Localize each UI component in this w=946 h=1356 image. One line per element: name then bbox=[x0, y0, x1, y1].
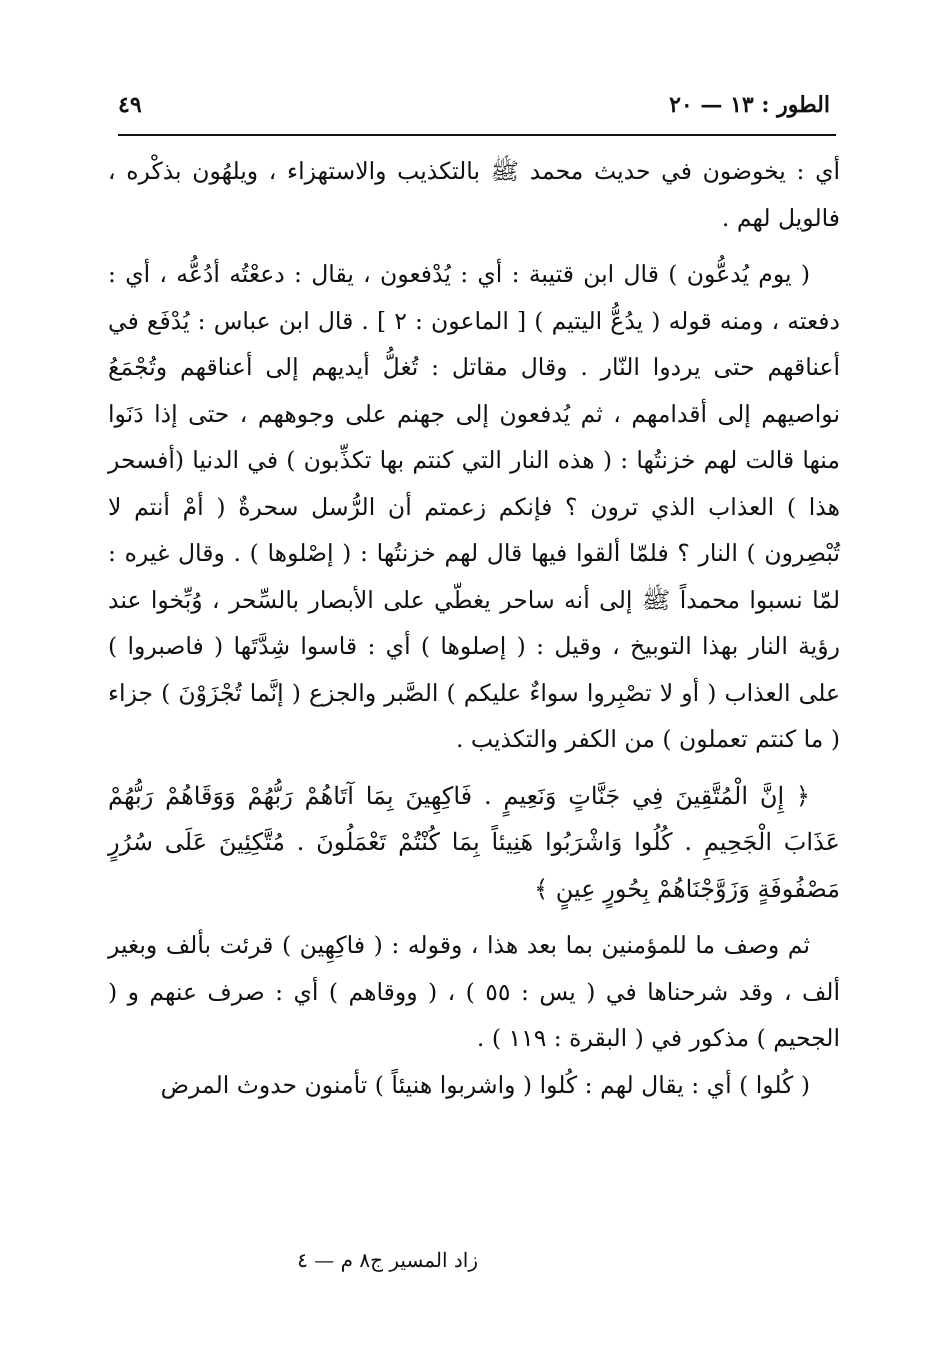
signature-footer: زاد المسير ج٨ م — ٤ bbox=[297, 1248, 478, 1272]
paragraph-1: أي : يخوضون في حديث محمد ﷺ بالتكذيب والاستهزاء ، ويلهُون بذكْره ، فالويل لهم . bbox=[108, 157, 840, 232]
page-body bbox=[108, 148, 840, 1108]
paragraph-2: ( يوم يُدعُّون ) قال ابن قتيبة : أي : يُدْفعون ، يقال : دععْتُه أدُعُّه ، أي : دفعته ، ومنه قوله ( يدُعُّ اليتيم ) [ الماعون : ٢ ] . قال ابن عباس : يُدْفَع في أعناقهم حتى يردوا النّار . وقال مقاتل : تُغلُّ أيديهم إلى أعناقهم وتُجْمَعُ نواصيهم إلى أقدامهم ، ثم يُدفعون إلى جهنم على وجوههم ، حتى إذا دَنَوا منها قالت لهم خزنتُها : ( هذه النار التي كنتم بها تكذِّبون ) في الدنيا (أفسحر هذا ) العذاب الذي ترون ؟ فإنكم زعمتم أن الرُّسل سحرةٌ ( أمْ أنتم لا تُبْصِرون ) النار ؟ فلمّا ألقوا فيها قال لهم خزنتُها : ( إصْلوها ) . وقال غيره : لمّا نسبوا محمداً ﷺ إلى أنه ساحر يغطّي على الأبصار بالسِّحر ، وُبِّخوا عند رؤية النار بهذا التوبيخ ، وقيل : ( إصلوها ) أي : قاسوا شِدَّتَها ( فاصبروا ) على العذاب ( أو لا تصْبِروا سواءٌ عليكم ) الصَّبر والجزع ( إنَّما تُجْزَوْنَ ) جزاء ( ما كنتم تعملون ) من الكفر والتكذيب . bbox=[108, 260, 840, 753]
page-number: ٤٩ bbox=[118, 92, 142, 118]
paragraph-3: ثم وصف ما للمؤمنين بما بعد هذا ، وقوله : ( فاكِهِين ) قرئت بألف وبغير ألف ، وقد شرحناها في ( يس : ٥٥ ) ، ( ووقاهم ) أي : صرف عنهم و ( الجحيم ) مذكور في ( البقرة : ١١٩ ) . bbox=[108, 931, 840, 1052]
page-header bbox=[118, 92, 830, 128]
running-title: الطور : ١٣ — ٢٠ bbox=[669, 92, 830, 118]
header-rule bbox=[118, 134, 836, 136]
quran-verse-block: ﴿ إِنَّ الْمُتَّقِينَ فِي جَنَّاتٍ وَنَعِيمٍ . فَاكِهِينَ بِمَا آتَاهُمْ رَبُّهُمْ وَوَقَاهُمْ رَبُّهُمْ عَذَابَ الْجَحِيمِ . كُلُوا وَاشْرَبُوا هَنِيئاً بِمَا كُنْتُمْ تَعْمَلُونَ . مُتَّكِئِينَ عَلَى سُرُرٍ مَصْفُوفَةٍ وَزَوَّجْنَاهُمْ بِحُورٍ عِينٍ ﴾ bbox=[108, 781, 840, 903]
paragraph-4: ( كُلوا ) أي : يقال لهم : كُلوا ( واشربوا هنيئاً ) تأمنون حدوث المرض bbox=[160, 1070, 810, 1099]
